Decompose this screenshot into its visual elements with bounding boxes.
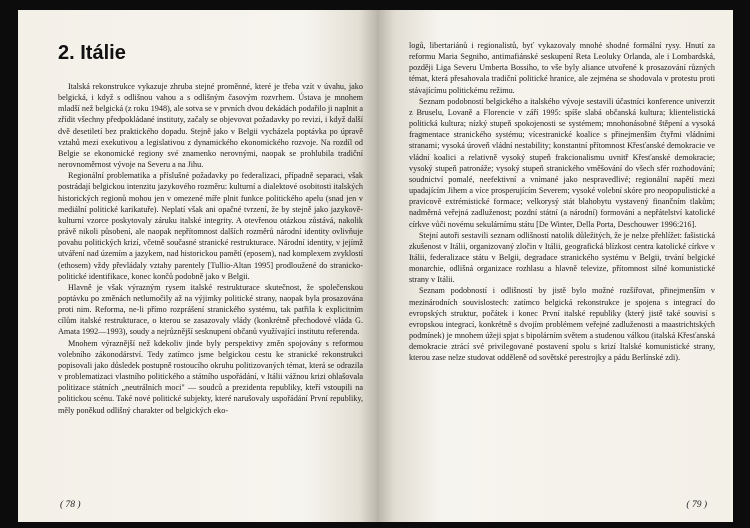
paragraph: Hlavně je však výrazným rysem italské restrukturace skutečnost, že společenskou poptávku po změnách netlumočily až na výjimky politické strany, naopak byla prosazována proti nim. Reforma, ne-li přímo rozprášení stranického systému, tak patřila k explicitním cílům italské restrukturace, o kterou se zasazovaly vlády (konkrétně přechodové vláda G. Amata 1992—1993), soudy a nejrůznější sesknupení občanů využívající institutu referenda. [58, 282, 363, 337]
paragraph: logů, libertariánů i regionalistů, byť vykazovaly mnohé shodné formální rysy. Hnutí za reformu Maria Segniho, antimafiánské seskupení Reta Leoluky Orlanda, ale i Lombardská, později Liga Severu Umberta Bossiho, to vše byly aliance utvořené k prosazování různých témat, která přesahovala tradiční politické hranice, ale zejména se shodovala v protestu proti stávajícímu politickému režimu. [409, 41, 715, 95]
chapter-title: 2. Itálie [58, 42, 126, 64]
left-page [18, 10, 377, 522]
paragraph: Seznam podobností i odlišností by jistě bylo možné rozšiřovat, přinejmenším v mezinárodních souvislostech: zatímco belgická rekonstrukce je spojena s integrací do evropských struktur, počátek i konec První italské republiky (který jistě také souvisí s evropskou integrací, konkrétně s dvojím problémem veřejné zadluženosti a maastrichtských podmínek) je mnohem úžeji spjat s bipolárním světem a studenou válkou (italská Křesťanská demokracie ztrácí své privilegované postavení spolu s krizí Italské komunistické strany, kterou zase nelze studovat odděleně od sovětské perestrojky a pádu Berlínské zdi). [409, 286, 715, 363]
open-book [18, 10, 733, 522]
paragraph: Regionální problematika a příslušné požadavky po federalizaci, případně separaci, však postrádají belgickou intenzitu jazykového rozměru: kulturní a dialektové osobitosti italských historických regionů mohou jen v omezené míře plnit funkce politického apelu (snad jen v mediální politické karikatuře). Neplatí však ani opačné tvrzení, že by stejně jako jazykově-kulturní vzorce poskytovaly záruku italské integrity. A otevřenou otázkou zůstává, nakolik právě nikoli působení, ale naopak nepřítomnost dalších rozměrů národní identity ovlivňuje povahu politických krizí, včetně současné stranické restrukturace. Národní identity, v jejímž utváření nad územím a jazykem, nad historickou pamětí (eposem), nad komplexem zvyklostí (ethosem) vždy převládaly vztahy parentely [Tullio-Altan 1995] prodloužené do stranicko-politické identifikace, konec končů podobně jako v Belgii. [58, 171, 363, 281]
page-number: ( 79 ) [686, 500, 707, 510]
paragraph: Stejní autoři sestavili seznam odlišností natolik důležitých, že je nelze přehlížet: fašistická zkušenost v Itálii, organizovaný zločin v Itálii, geografická blízkost centra katolické církve v Itálii, federalizace státu v Belgii, degradace stranického systému v Belgii, trvání belgické monarchie, odlišná organizace rozhlasu a hlavně televize, přítomnost silné komunistické strany v Itálii. [409, 230, 715, 285]
paragraph: Mnohem výraznější než kdekoliv jinde byly perspektivy změn spojovány s reformou volebního zákonodárství. Tedy zatímco jsme belgickou cestu ke stranické rekonstrukci popisovali jako důsledek postupně rostoucího okruhu politizovaných témat, která se odrazila v problematizaci vlastního politického a státního uspořádání, v Itálii vážnou krizi ohlašovala politizace státních „neutrálních moci" — soudců a prezidenta republiky, kteří vstoupili na politickou scénu. Také nové politické subjekty, které narušovaly uspořádání První republiky, měly poněkud odlišný charakter od belgických eko- [58, 338, 363, 415]
right-page-body [409, 40, 715, 364]
left-page-body [58, 81, 363, 416]
paragraph: Italská rekonstrukce vykazuje zhruba stejné proměnné, které je třeba vzít v úvahu, jako belgická, i když s odlišnou vahou a s odlišným časovým rozvrhem. Ústava je mnohem mladší než belgická (z roku 1948), ale sotva se v prvních dvou dekádách podařilo ji naplnit a zřídit všechny předpokládané instituty, začaly se objevovat požadavky po revizi, i když další dvě desetiletí bez praktického dopadu. Stejně jako v Belgii vycházela poptávka po úpravě vztahů mezi exekutivou a legislativou z dynamického ekonomického rozvoje. Na rozdíl od Belgie se ekonomické regiony své znamenko nerovnými, naopak se prohlubila tradiční nerovnoměrnost vývoje na Severu a na Jihu. [58, 82, 363, 170]
paragraph: Seznam podobností belgického a italského vývoje sestavili účastníci konference univerzit z Bruselu, Lovaně a Florencie v září 1995: spíše slabá občanská kultura; klientelistická politická kultura; nízký stupeň spokojenosti se systémem; mnohonásobné štěpení a vysoká fragmentace stranického systému; vícestranické koalice s přinejmenším čtyřmi vládními stranami; vysoká úroveň vládní nestability; konstantní přítomnost Křesťanské demokracie ve vládní koalici a relativně vysoký stupeň frakcionalismu uvnitř Křesťanské demokracie; vysoký stupeň patronáže; vysoký stupeň stranického vměšování do všech sfér rozhodování; soudnictví pomalé, neefektivní a vnímané jako nespravedlivé; regionální napětí mezi upadajícím Jihem a více prosperujícím Severem; vysoké volební skóre pro neopopulistické a pravicově extrémistické formace; velkorysý stát blahobytu vystavený finančním tlakům; nadměrná veřejná zadluženost; pozdní státní (a národní) formování a nepřátelství katolické církve vůči novému sekulárnímu státu [De Winter, Della Porta, Deschouwer 1996:216]. [409, 96, 715, 229]
right-page [377, 10, 733, 522]
page-number: ( 78 ) [60, 500, 81, 510]
